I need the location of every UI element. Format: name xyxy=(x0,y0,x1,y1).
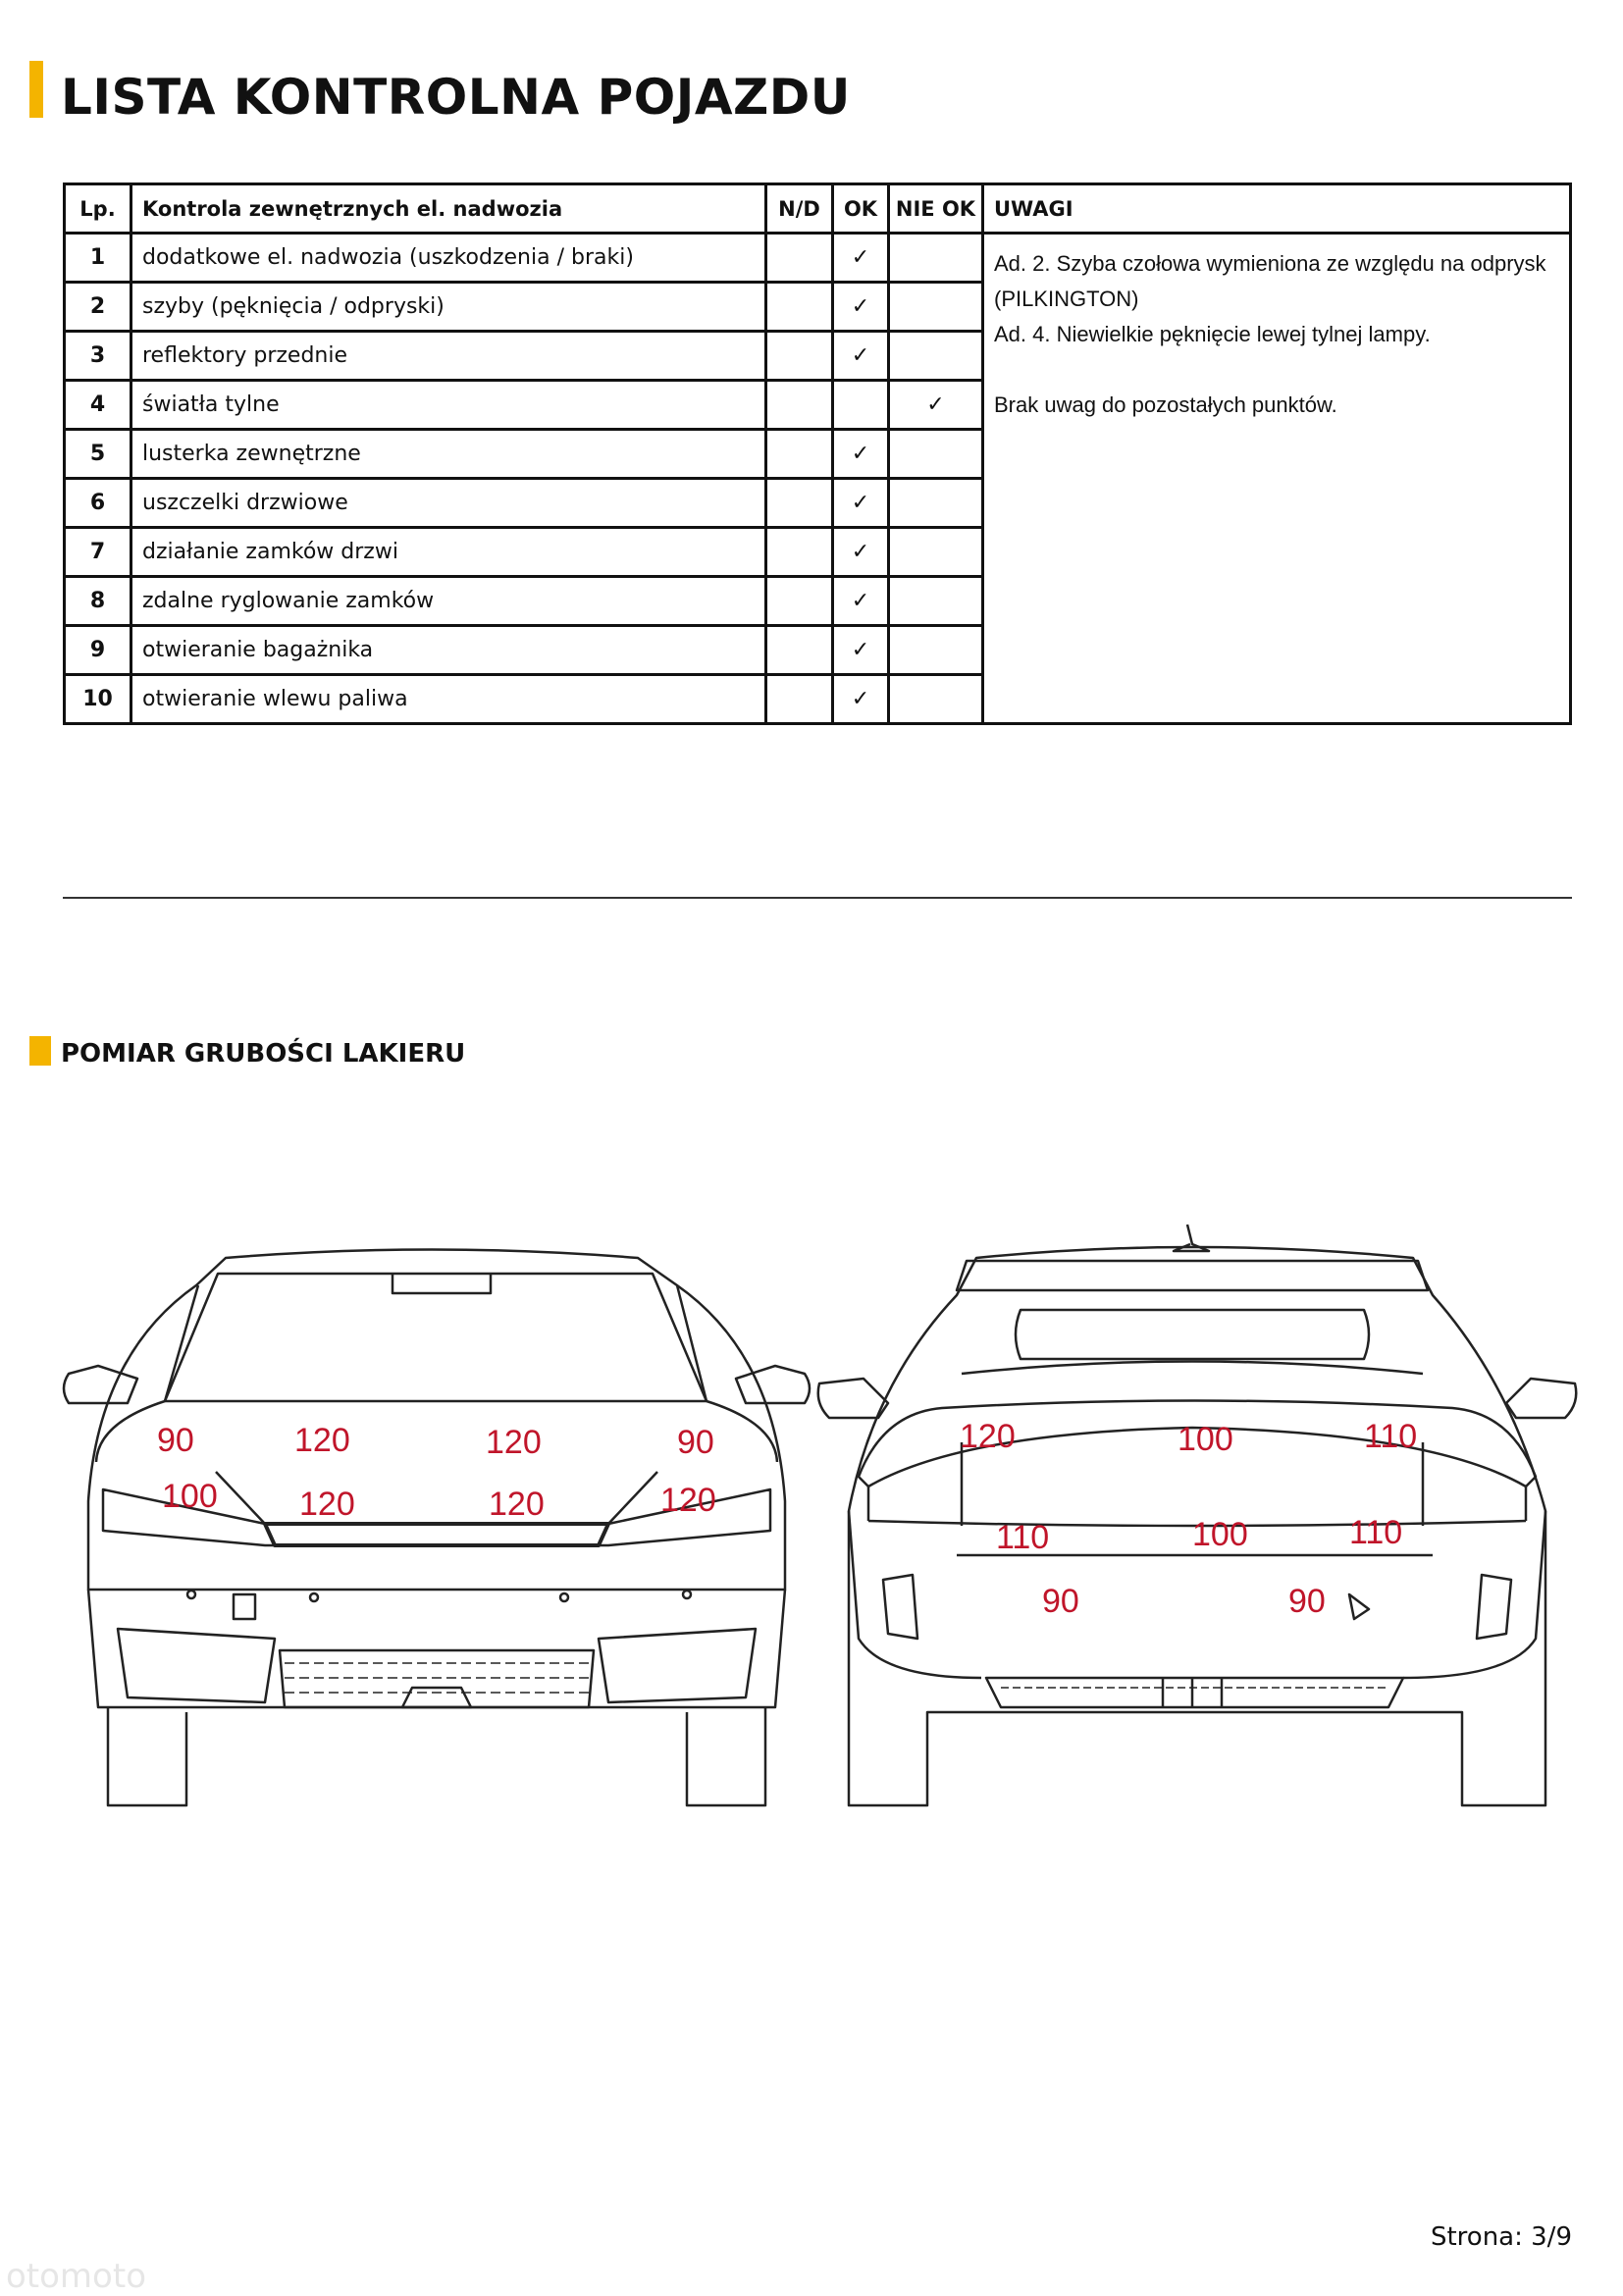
subtitle-accent-bar xyxy=(29,1036,51,1066)
row-number: 9 xyxy=(65,626,131,675)
cell-nd xyxy=(766,528,833,577)
cell-not-ok xyxy=(889,528,983,577)
row-label: dodatkowe el. nadwozia (uszkodzenia / braki) xyxy=(131,234,766,283)
row-label: działanie zamków drzwi xyxy=(131,528,766,577)
front-reading-4: 90 xyxy=(677,1424,714,1461)
row-number: 3 xyxy=(65,332,131,381)
cell-nd xyxy=(766,234,833,283)
header-not-ok: NIE OK xyxy=(889,184,983,234)
rear-reading-1: 120 xyxy=(960,1418,1016,1455)
section-divider xyxy=(63,897,1572,899)
cell-ok xyxy=(833,234,889,283)
check-mark-icon: ✓ xyxy=(851,539,870,564)
cell-not-ok xyxy=(889,577,983,626)
cell-nd xyxy=(766,430,833,479)
cell-nd xyxy=(766,675,833,724)
check-mark-icon: ✓ xyxy=(851,686,870,711)
row-label: otwieranie wlewu paliwa xyxy=(131,675,766,724)
rear-reading-2: 100 xyxy=(1178,1421,1233,1458)
cell-ok xyxy=(833,332,889,381)
car-diagrams xyxy=(0,1217,1623,1825)
car-front-view xyxy=(64,1250,810,1806)
rear-reading-6: 110 xyxy=(1349,1514,1403,1551)
check-mark-icon: ✓ xyxy=(851,293,870,319)
note-text: Brak uwag do pozostałych punktów. xyxy=(994,392,1337,417)
cell-not-ok xyxy=(889,430,983,479)
front-reading-8: 120 xyxy=(660,1482,716,1519)
row-number: 5 xyxy=(65,430,131,479)
page-title: LISTA KONTROLNA POJAZDU xyxy=(61,69,851,126)
row-number: 7 xyxy=(65,528,131,577)
cell-nd xyxy=(766,577,833,626)
row-label: szyby (pęknięcia / odpryski) xyxy=(131,283,766,332)
cell-ok xyxy=(833,479,889,528)
notes-cell xyxy=(983,234,1571,724)
front-reading-5: 100 xyxy=(162,1478,218,1515)
cell-nd xyxy=(766,626,833,675)
car-rear-view xyxy=(818,1225,1577,1805)
rear-reading-3: 110 xyxy=(1364,1418,1418,1455)
cell-nd xyxy=(766,332,833,381)
check-mark-icon: ✓ xyxy=(851,244,870,270)
cell-not-ok xyxy=(889,626,983,675)
front-reading-1: 90 xyxy=(157,1422,194,1459)
checklist-header-row xyxy=(65,184,1571,234)
checklist-table xyxy=(63,183,1572,725)
front-reading-2: 120 xyxy=(294,1422,350,1459)
checklist-body xyxy=(65,234,1571,724)
rear-reading-5: 100 xyxy=(1192,1516,1248,1553)
note-text: Ad. 4. Niewielkie pęknięcie lewej tylnej lampy. xyxy=(994,322,1431,346)
check-mark-icon: ✓ xyxy=(926,391,945,417)
row-label: otwieranie bagażnika xyxy=(131,626,766,675)
check-mark-icon: ✓ xyxy=(851,342,870,368)
cell-ok xyxy=(833,430,889,479)
row-number: 2 xyxy=(65,283,131,332)
rear-reading-4: 110 xyxy=(996,1519,1050,1556)
cell-ok xyxy=(833,528,889,577)
cell-not-ok xyxy=(889,675,983,724)
cell-not-ok xyxy=(889,381,983,430)
cell-not-ok xyxy=(889,283,983,332)
cell-not-ok xyxy=(889,332,983,381)
header-ok: OK xyxy=(833,184,889,234)
header-notes: UWAGI xyxy=(983,184,1571,234)
row-number: 8 xyxy=(65,577,131,626)
row-number: 1 xyxy=(65,234,131,283)
check-mark-icon: ✓ xyxy=(851,490,870,515)
check-mark-icon: ✓ xyxy=(851,637,870,662)
row-number: 10 xyxy=(65,675,131,724)
row-label: światła tylne xyxy=(131,381,766,430)
watermark-logo: otomoto xyxy=(6,2257,146,2296)
front-reading-6: 120 xyxy=(299,1486,355,1523)
cell-nd xyxy=(766,381,833,430)
rear-reading-7: 90 xyxy=(1042,1583,1079,1620)
check-mark-icon: ✓ xyxy=(851,588,870,613)
page-number: Strona: 3/9 xyxy=(1430,2222,1572,2252)
header-nd: N/D xyxy=(766,184,833,234)
cell-ok xyxy=(833,381,889,430)
front-reading-7: 120 xyxy=(489,1486,545,1523)
front-reading-3: 120 xyxy=(486,1424,542,1461)
cell-ok xyxy=(833,283,889,332)
header-control: Kontrola zewnętrznych el. nadwozia xyxy=(131,184,766,234)
cell-not-ok xyxy=(889,479,983,528)
row-label: zdalne ryglowanie zamków xyxy=(131,577,766,626)
rear-reading-8: 90 xyxy=(1288,1583,1326,1620)
paint-section-title: POMIAR GRUBOŚCI LAKIERU xyxy=(61,1039,466,1069)
checklist-row xyxy=(65,234,1571,283)
cell-nd xyxy=(766,479,833,528)
cell-not-ok xyxy=(889,234,983,283)
cell-ok xyxy=(833,675,889,724)
row-number: 4 xyxy=(65,381,131,430)
cell-ok xyxy=(833,577,889,626)
header-lp: Lp. xyxy=(65,184,131,234)
row-label: lusterka zewnętrzne xyxy=(131,430,766,479)
note-text: Ad. 2. Szyba czołowa wymieniona ze względu na odprysk (PILKINGTON) xyxy=(994,251,1546,311)
check-mark-icon: ✓ xyxy=(851,441,870,466)
title-accent-bar xyxy=(29,61,43,118)
row-number: 6 xyxy=(65,479,131,528)
row-label: reflektory przednie xyxy=(131,332,766,381)
cell-ok xyxy=(833,626,889,675)
cell-nd xyxy=(766,283,833,332)
row-label: uszczelki drzwiowe xyxy=(131,479,766,528)
